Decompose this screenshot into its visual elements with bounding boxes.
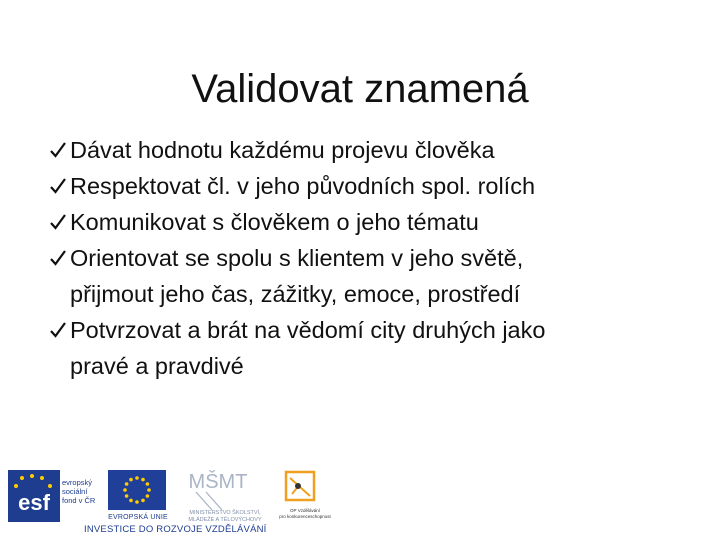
check-icon (48, 312, 68, 348)
bullet-item (48, 204, 688, 240)
funding-logos (0, 456, 720, 540)
check-icon (48, 204, 68, 240)
slide-title: Validovat znamená (191, 66, 529, 111)
check-icon (48, 168, 68, 204)
bullet-text: Orientovat se spolu s klientem v jeho světě, (70, 245, 524, 271)
investice-tagline: INVESTICE DO ROZVOJE VZDĚLÁVÁNÍ (84, 524, 267, 535)
bullet-item (48, 312, 688, 384)
eu-label: EVROPSKÁ UNIE (108, 514, 168, 521)
bullet-item (48, 132, 688, 168)
bullet-item (48, 168, 688, 204)
msmt-logo (186, 466, 250, 512)
msmt-caption: MINISTERSTVO ŠKOLSTVÍ, MLÁDEŽE A TĚLOVÝCHOVY (188, 510, 262, 523)
bullet-text: Komunikovat s člověkem o jeho tématu (70, 209, 479, 235)
check-icon (48, 240, 68, 276)
op-caption: OP Vzdělávání pro konkurenceschopnost (279, 508, 331, 519)
esf-caption: evropský sociální fond v ČR (62, 478, 96, 505)
bullet-text: Potvrzovat a brát na vědomí city druhých jako (70, 317, 546, 343)
msmt-mark: MŠMT (188, 471, 248, 493)
eu-flag-icon (108, 470, 166, 510)
op-logo (278, 468, 322, 508)
bullet-list (48, 132, 688, 384)
bullet-text: Dávat hodnotu každému projevu člověka (70, 137, 495, 163)
bullet-text-continued: přijmout jeho čas, zážitky, emoce, prostředí (70, 281, 521, 307)
bullet-text: Respektovat čl. v jeho původních spol. rolích (70, 173, 536, 199)
bullet-text-continued: pravé a pravdivé (70, 353, 244, 379)
esf-mark: esf (18, 490, 50, 515)
bullet-item (48, 240, 688, 312)
check-icon (48, 132, 68, 168)
